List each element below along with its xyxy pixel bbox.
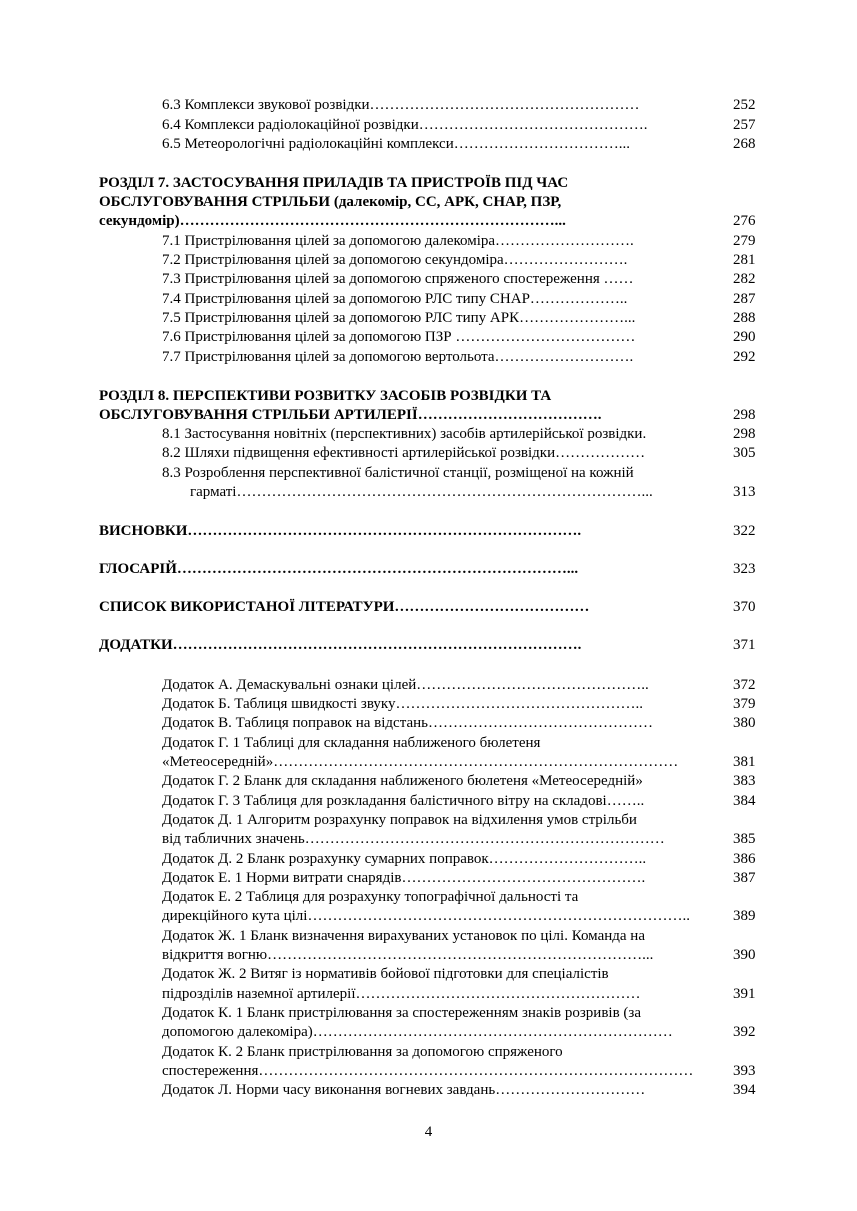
page-number: 4 bbox=[424, 1124, 433, 1140]
toc-entry-text: 6.4 Комплекси радіолокаційної розвідки………………………………………. bbox=[162, 117, 648, 133]
toc-entry-text: 6.5 Метеорологічні радіолокаційні комплекси……………………………... bbox=[162, 136, 630, 152]
toc-entry-text: 6.3 Комплекси звукової розвідки……………………………………………… bbox=[162, 97, 640, 113]
document-page: 6.3 Комплекси звукової розвідки……………………………………………… 252 6.4 Комплекси радіолокаційної розвідки………………………………………. 257 6.5 Метеорологічні радіолокаційні комплекси……………………………... 268 РОЗДІЛ 7. ЗАСТОСУВАННЯ ПРИЛАДІВ ТА ПРИСТРОЇВ ПІД ЧАС ОБСЛУГОВУВАННЯ СТРІЛЬБИ (далекомір, СС, АРК, СНАР, ПЗР, секундомір)…………………………………………………………………... 276 7.1 Пристрілювання цілей за допомогою далекоміра………………………. 279 7.2 Пристрілювання цілей за допомогою секундоміра……………………. 281 7.3 Пристрілювання цілей за допомогою спряженого спостереження …… 282 7.4 Пристрілювання цілей за допомогою РЛС типу СНАР……………….. 287 7.5 Пристрілювання цілей за допомогою РЛС типу АРК…………………... 288 7.6 Пристрілювання цілей за допомогою ПЗР ……………………………… 290 7.7 Пристрілювання цілей за допомогою вертольота………………………. 292 РОЗДІЛ 8. ПЕРСПЕКТИВИ РОЗВИТКУ ЗАСОБІВ РОЗВІДКИ ТА ОБСЛУГОВУВАННЯ СТРІЛЬБИ АРТИЛЕРІЇ………………………………. 298 8.1 Застосування новітніх (перспективних) засобів артилерійської розвідки. 298 8.2 Шляхи підвищення ефективності артилерійської розвідки……………… 305 8.3 Розроблення перспективної балістичної станції, розміщеної на кожній гарматі………………………………………………………………………... 313 ВИСНОВКИ……………………………………………………………………. 322 ГЛОСАРІЙ……………………………………………………………………... 323 СПИСОК ВИКОРИСТАНОЇ ЛІТЕРАТУРИ………………………………… 370 ДОДАТКИ………………………………………………………………………. 371 Додаток А. Демаскувальні ознаки цілей……………………………………….. 372 Додаток Б. Таблиця швидкості звуку………………………………………….. 379 Додаток В. Таблиця поправок на відстань……………………………………… 380 Додаток Г. 1 Таблиці для складання наближеного бюлетеня «Метеосередній»……………………………………………………………………… 381 Додаток Г. 2 Бланк для складання наближеного бюлетеня «Метеосередній» 383 Додаток Г. 3 Таблиця для розкладання балістичного вітру на складові…….. 384 Додаток Д. 1 Алгоритм розрахунку поправок на відхилення умов стрільби від табличних значень……………………………………………………………… 385 Додаток Д. 2 Бланк розрахунку сумарних поправок………………………….. 386 Додаток Е. 1 Норми витрати снарядів…………………………………………. 387 Додаток Е. 2 Таблиця для розрахунку топографічної дальності та дирекційного кута цілі………………………………………………………………….. 389 Додаток Ж. 1 Бланк визначення вирахуваних установок по цілі. Команда на відкриття вогню…………………………………………………………………... 390 Додаток Ж. 2 Витяг із нормативів бойової підготовки для спеціалістів підрозділів наземної артилерії………………………………………………… 391 Додаток К. 1 Бланк пристрілювання за спостереженням знаків розривів (за допомогою далекоміра)……………………………………………………………… 392 Додаток К. 2 Бланк пристрілювання за допомогою спряженого спостереження…………………………………………………………………………… 393 Додаток Л. Норми часу виконання вогневих завдань………………………… 394 4 bbox=[0, 0, 857, 1211]
